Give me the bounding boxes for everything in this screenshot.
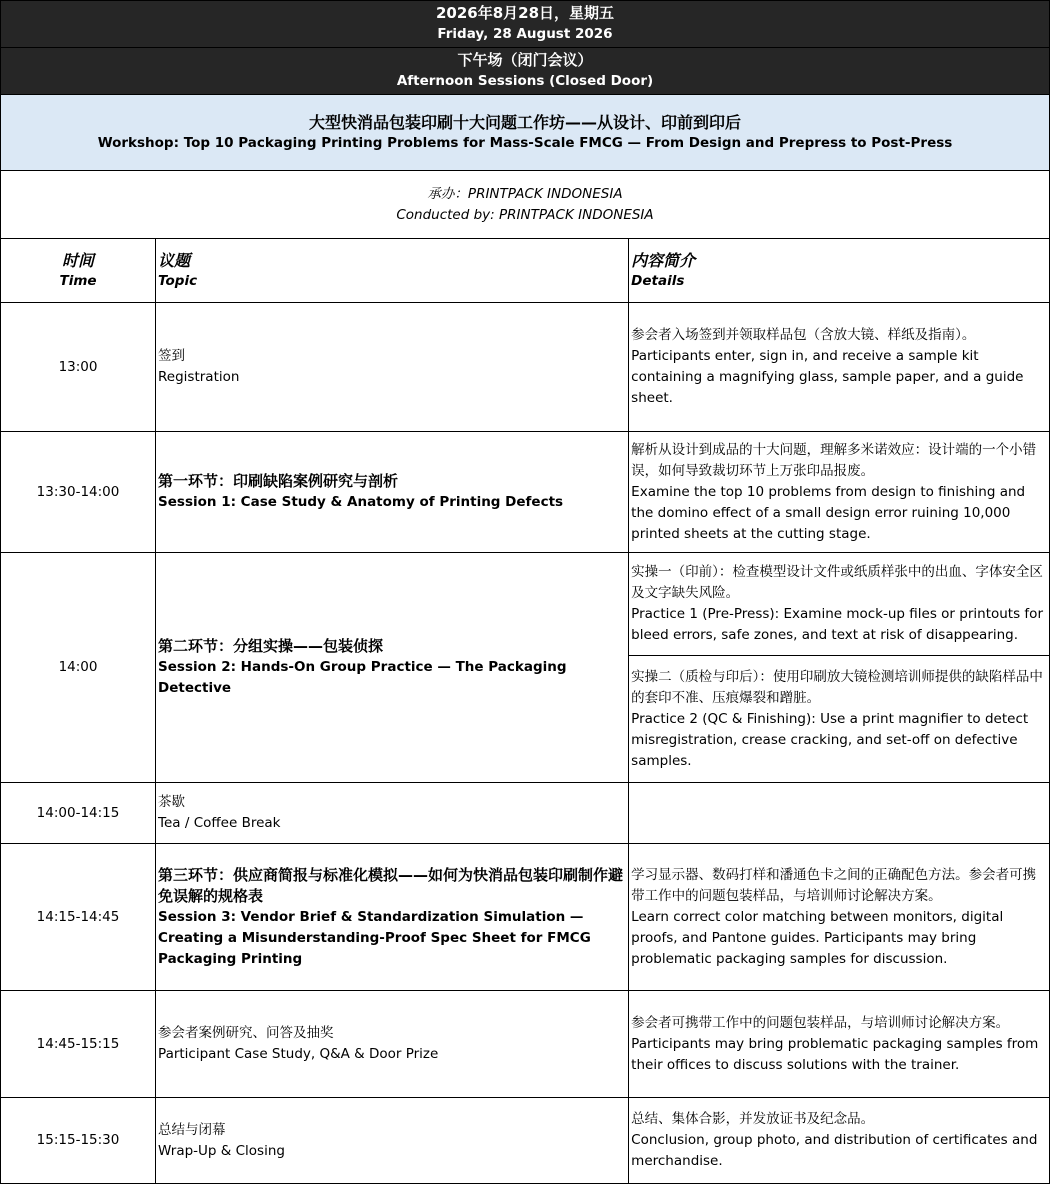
- table-row: [1, 1098, 1050, 1184]
- details-en: Learn correct color matching between monitors, digital proofs, and Pantone guides. Participants may bring problematic packaging samples for discussion.: [631, 908, 1004, 967]
- topic-cell: [156, 783, 629, 844]
- header-topic-zh: 议题: [158, 250, 191, 270]
- workshop-title-cell: [1, 95, 1050, 171]
- time-cell: 14:45-15:15: [1, 991, 156, 1098]
- topic-en: Participant Case Study, Q&A & Door Prize: [158, 1046, 439, 1062]
- topic-cell: [156, 303, 629, 432]
- header-details-en: Details: [631, 272, 685, 289]
- topic-zh: 参会者案例研究、问答及抽奖: [158, 1025, 334, 1041]
- topic-zh: 第三环节：供应商简报与标准化模拟——如何为快消品包装印刷制作避免误解的规格表: [158, 865, 624, 905]
- details-en: Practice 1 (Pre-Press): Examine mock-up files or printouts for bleed errors, safe zones, and text at risk of disappearing.: [631, 606, 1043, 643]
- header-topic-en: Topic: [158, 272, 198, 289]
- header-details: [629, 239, 1050, 303]
- topic-cell: [156, 991, 629, 1098]
- topic-cell: [156, 432, 629, 553]
- table-row: [1, 844, 1050, 991]
- topic-zh: 签到: [158, 348, 186, 364]
- details-cell: [629, 1098, 1050, 1184]
- date-cell: [1, 1, 1050, 48]
- details-cell: [629, 303, 1050, 432]
- conducted-en: Conducted by: PRINTPACK INDONESIA: [396, 206, 654, 223]
- details-en: Participants may bring problematic packaging samples from their offices to discuss solutions with the trainer.: [631, 1035, 1039, 1073]
- details-en: Practice 2 (QC & Finishing): Use a print magnifier to detect misregistration, crease cracking, and set-off on defective samples.: [631, 710, 1029, 769]
- time-cell: 14:15-14:45: [1, 844, 156, 991]
- details-en: Conclusion, group photo, and distribution of certificates and merchandise.: [631, 1132, 1038, 1169]
- workshop-title-en: Workshop: Top 10 Packaging Printing Problems for Mass-Scale FMCG — From Design and Prepress to Post-Press: [97, 134, 953, 151]
- topic-en: Tea / Coffee Break: [158, 815, 281, 831]
- details-zh: 实操二（质检与印后）：使用印刷放大镜检测培训师提供的缺陷样品中的套印不准、压痕爆裂和蹭脏。: [631, 668, 1043, 706]
- column-header-row: [1, 239, 1050, 303]
- topic-cell: [156, 553, 629, 783]
- date-zh: 2026年8月28日，星期五: [435, 4, 615, 22]
- header-topic: [156, 239, 629, 303]
- date-band: [1, 1, 1050, 48]
- details-cell: [629, 844, 1050, 991]
- header-time: [1, 239, 156, 303]
- table-row: [1, 432, 1050, 553]
- header-details-zh: 内容简介: [631, 250, 696, 270]
- details-zh: 总结、集体合影，并发放证书及纪念品。: [631, 1111, 875, 1127]
- details-en: Examine the top 10 problems from design to finishing and the domino effect of a small design error ruining 10,000 printed sheets at the cutting stage.: [631, 483, 1026, 542]
- details-zh: 实操一（印前）：检查模型设计文件或纸质样张中的出血、字体安全区及文字缺失风险。: [631, 564, 1043, 601]
- details-zh: 参会者入场签到并领取样品包（含放大镜、样纸及指南）。: [631, 327, 976, 343]
- topic-zh: 第二环节：分组实操——包装侦探: [158, 637, 384, 655]
- table-row: [1, 783, 1050, 844]
- session-band: [1, 48, 1050, 95]
- session-en: Afternoon Sessions (Closed Door): [396, 73, 654, 89]
- details-cell: [629, 783, 1050, 844]
- details-zh: 解析从设计到成品的十大问题，理解多米诺效应：设计端的一个小错误，如何导致裁切环节上万张印品报废。: [631, 441, 1037, 479]
- table-row: [1, 991, 1050, 1098]
- details-zh: 学习显示器、数码打样和潘通色卡之间的正确配色方法。参会者可携带工作中的问题包装样品，与培训师讨论解决方案。: [631, 866, 1037, 904]
- topic-cell: [156, 1098, 629, 1184]
- topic-en: Wrap-Up & Closing: [158, 1142, 285, 1159]
- conducted-band: [1, 171, 1050, 239]
- header-time-en: Time: [59, 272, 97, 289]
- time-cell: 14:00-14:15: [1, 783, 156, 844]
- topic-zh: 第一环节：印刷缺陷案例研究与剖析: [158, 472, 399, 490]
- details-cell: [629, 991, 1050, 1098]
- table-row: [1, 553, 1050, 656]
- conducted-zh: 承办：PRINTPACK INDONESIA: [427, 185, 623, 202]
- time-cell: 13:30-14:00: [1, 432, 156, 553]
- details-zh: 参会者可携带工作中的问题包装样品，与培训师讨论解决方案。: [631, 1014, 1010, 1031]
- details-cell: [629, 553, 1050, 656]
- time-cell: 13:00: [1, 303, 156, 432]
- header-time-zh: 时间: [62, 250, 95, 270]
- table-row: [1, 303, 1050, 432]
- workshop-title-band: [1, 95, 1050, 171]
- topic-en: Session 1: Case Study & Anatomy of Printing Defects: [158, 494, 564, 510]
- conducted-cell: [1, 171, 1050, 239]
- details-en: Participants enter, sign in, and receive a sample kit containing a magnifying glass, sample paper, and a guide sheet.: [631, 348, 1024, 406]
- topic-zh: 总结与闭幕: [158, 1121, 226, 1138]
- details-cell: [629, 656, 1050, 783]
- time-cell: 14:00: [1, 553, 156, 783]
- topic-en: Registration: [158, 369, 240, 385]
- workshop-title-zh: 大型快消品包装印刷十大问题工作坊——从设计、印前到印后: [308, 112, 741, 132]
- topic-en: Session 3: Vendor Brief & Standardization Simulation — Creating a Misunderstanding-Proof Spec Sheet for FMCG Packaging Printing: [158, 908, 591, 967]
- topic-zh: 茶歇: [158, 794, 186, 810]
- topic-en: Session 2: Hands-On Group Practice — The Packaging Detective: [158, 659, 567, 696]
- topic-cell: [156, 844, 629, 991]
- date-en: Friday, 28 August 2026: [437, 26, 613, 42]
- session-cell: [1, 48, 1050, 95]
- time-cell: 15:15-15:30: [1, 1098, 156, 1184]
- details-cell: [629, 432, 1050, 553]
- session-zh: 下午场（闭门会议）: [457, 51, 593, 69]
